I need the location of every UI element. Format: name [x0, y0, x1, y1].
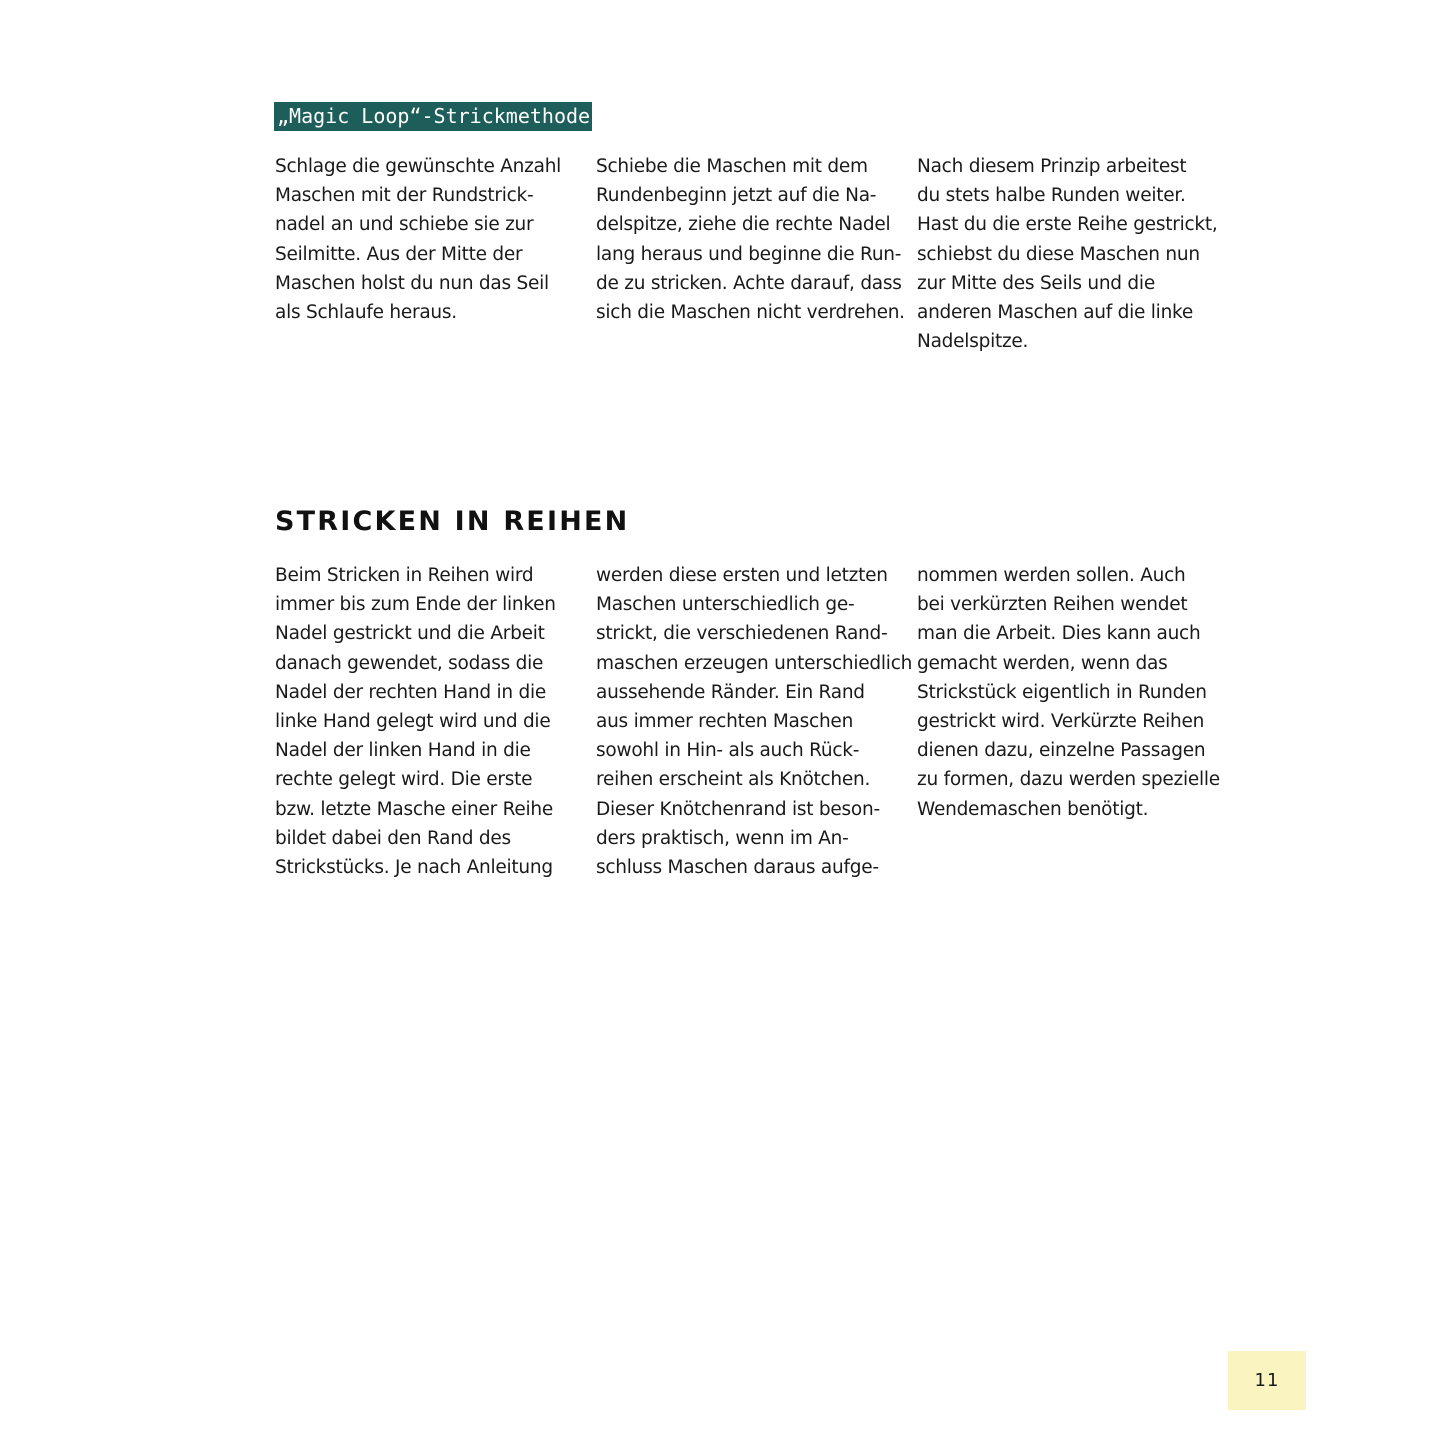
text-line: Schlage die gewünschte Anzahl	[275, 156, 562, 177]
text-line: sowohl in Hin- als auch Rück-	[596, 740, 860, 762]
text-line: bildet dabei den Rand des	[275, 827, 511, 849]
text-line: Nach diesem Prinzip arbeitest	[917, 156, 1187, 177]
text-line: Hast du die erste Reihe gestrickt,	[917, 214, 1218, 236]
text-line: Nadel der rechten Hand in die	[275, 681, 547, 703]
rows-column-2	[596, 561, 913, 882]
text-line: schiebst du diese Maschen nun	[917, 243, 1200, 265]
rows-column-3	[917, 561, 1220, 824]
text-line: gestrickt wird. Verkürzte Reihen	[917, 711, 1205, 733]
text-line: Dieser Knötchenrand ist beson-	[596, 798, 880, 820]
rows-column-1	[275, 561, 575, 882]
text-line: dienen dazu, einzelne Passagen	[917, 740, 1206, 762]
text-line: Maschen unterschiedlich ge-	[596, 594, 855, 616]
text-line: rechte gelegt wird. Die erste	[275, 769, 533, 791]
text-line: zur Mitte des Seils und die	[917, 272, 1155, 294]
magic-loop-column-1	[275, 152, 575, 327]
text-line: aussehende Ränder. Ein Rand	[596, 681, 865, 703]
text-line: bei verkürzten Reihen wendet	[917, 594, 1188, 616]
text-line: du stets halbe Runden weiter.	[917, 185, 1186, 207]
paragraph	[917, 152, 1217, 356]
magic-loop-column-3	[917, 152, 1217, 356]
text-line: maschen erzeugen unterschiedlich	[596, 652, 913, 674]
paragraph	[275, 152, 575, 327]
text-line: Strickstücks. Je nach Anleitung	[275, 857, 553, 879]
text-line: de zu stricken. Achte darauf, dass	[596, 272, 902, 294]
paragraph	[596, 561, 913, 882]
paragraph	[917, 561, 1220, 824]
text-line: strickt, die verschiedenen Rand-	[596, 623, 888, 645]
text-line: als Schlaufe heraus.	[275, 302, 457, 324]
text-line: delspitze, ziehe die rechte Nadel	[596, 214, 891, 236]
text-line: schluss Maschen daraus aufge-	[596, 857, 879, 879]
text-line: Maschen holst du nun das Seil	[275, 272, 549, 294]
text-line: lang heraus und beginne die Run-	[596, 243, 902, 265]
paragraph	[275, 561, 575, 882]
text-line: Maschen mit der Rundstrick-	[275, 185, 534, 207]
text-line: reihen erscheint als Knötchen.	[596, 769, 871, 791]
text-line: nommen werden sollen. Auch	[917, 565, 1186, 586]
text-line: danach gewendet, sodass die	[275, 652, 544, 674]
text-line: Strickstück eigentlich in Runden	[917, 681, 1207, 703]
text-line: nadel an und schiebe sie zur	[275, 214, 534, 236]
text-line: Rundenbeginn jetzt auf die Na-	[596, 185, 877, 207]
text-line: man die Arbeit. Dies kann auch	[917, 623, 1201, 645]
paragraph	[596, 152, 905, 327]
magic-loop-column-2	[596, 152, 905, 327]
text-line: Schiebe die Maschen mit dem	[596, 156, 868, 177]
text-line: bzw. letzte Masche einer Reihe	[275, 798, 554, 820]
section-heading: STRICKEN IN REIHEN	[275, 506, 630, 538]
text-line: linke Hand gelegt wird und die	[275, 711, 551, 733]
magic-loop-label: „Magic Loop“-Strickmethode	[274, 102, 592, 131]
text-line: aus immer rechten Maschen	[596, 711, 854, 733]
text-line: werden diese ersten und letzten	[596, 565, 888, 586]
text-line: zu formen, dazu werden spezielle	[917, 769, 1220, 791]
text-line: Wendemaschen benötigt.	[917, 798, 1149, 820]
text-line: gemacht werden, wenn das	[917, 652, 1168, 674]
text-line: Nadel der linken Hand in die	[275, 740, 531, 762]
text-line: Beim Stricken in Reihen wird	[275, 565, 534, 586]
text-line: Seilmitte. Aus der Mitte der	[275, 243, 523, 265]
page-number: 11	[1228, 1351, 1306, 1410]
text-line: ders praktisch, wenn im An-	[596, 827, 849, 849]
text-line: Nadelspitze.	[917, 331, 1029, 353]
text-line: sich die Maschen nicht verdrehen.	[596, 302, 905, 324]
text-line: anderen Maschen auf die linke	[917, 302, 1193, 324]
text-line: Nadel gestrickt und die Arbeit	[275, 623, 545, 645]
text-line: immer bis zum Ende der linken	[275, 594, 556, 616]
